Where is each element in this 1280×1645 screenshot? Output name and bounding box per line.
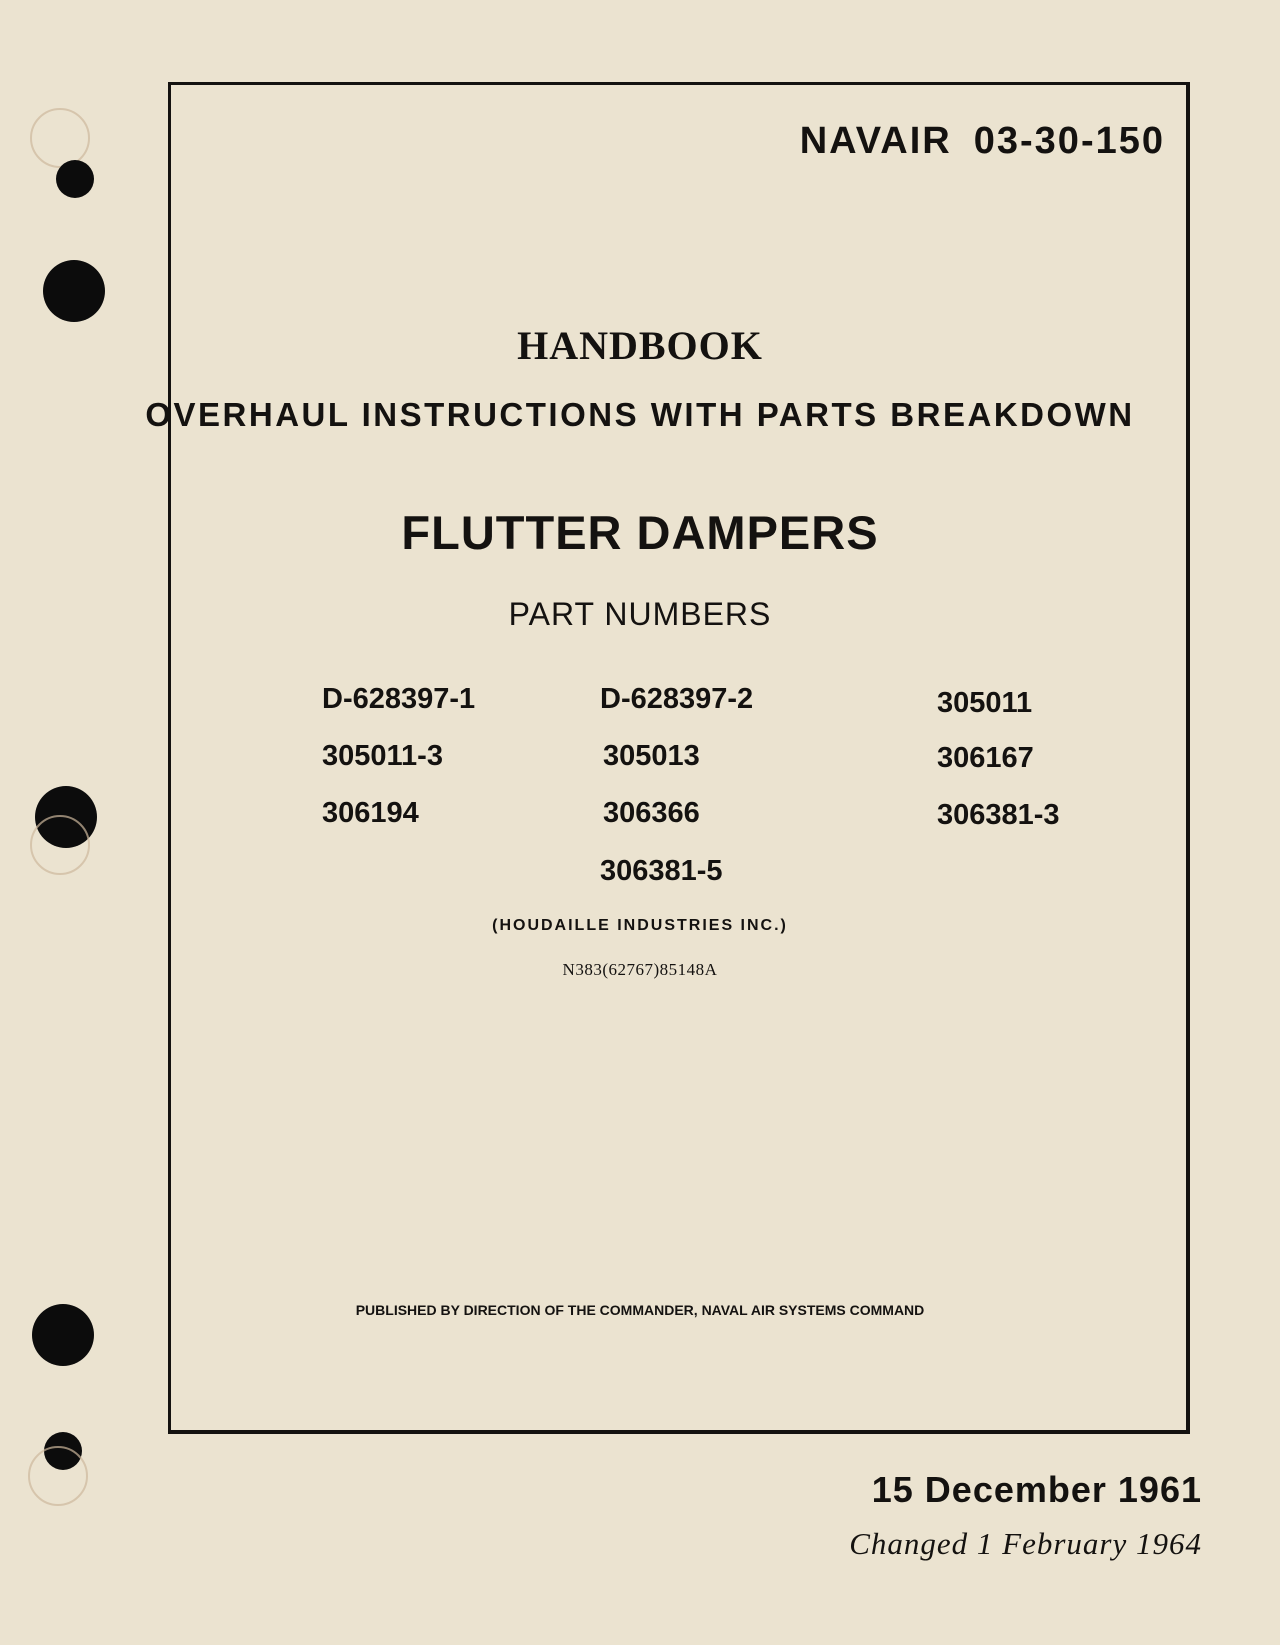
handbook-title: HANDBOOK — [517, 323, 763, 368]
part-number: 306194 — [322, 797, 419, 829]
part-number: D-628397-2 — [600, 683, 754, 715]
punch-hole-ring — [30, 108, 90, 168]
part-number: D-628397-1 — [322, 683, 476, 715]
punch-hole-ring — [30, 815, 90, 875]
product-title: FLUTTER DAMPERS — [401, 506, 879, 559]
part-number: 306381-3 — [937, 799, 1060, 831]
punch-hole-ring — [28, 1446, 88, 1506]
supply-code: N383(62767)85148A — [562, 960, 718, 979]
part-numbers-heading: PART NUMBERS — [508, 596, 772, 632]
punch-hole — [43, 260, 105, 322]
publisher-line: PUBLISHED BY DIRECTION OF THE COMMANDER, NAVAL AIR SYSTEMS COMMAND — [355, 1302, 925, 1318]
part-number: 305011-3 — [322, 740, 443, 772]
manufacturer: (HOUDAILLE INDUSTRIES INC.) — [492, 917, 788, 934]
document-code: 03-30-150 — [973, 120, 1165, 162]
punch-hole — [56, 160, 94, 198]
part-number: 306366 — [603, 797, 700, 829]
change-date: Changed 1 February 1964 — [849, 1526, 1202, 1561]
handbook-subtitle: OVERHAUL INSTRUCTIONS WITH PARTS BREAKDOWN — [145, 396, 1135, 433]
part-number: 305013 — [603, 740, 700, 772]
part-number: 306167 — [937, 742, 1034, 774]
document-number — [800, 120, 1165, 163]
document-prefix: NAVAIR — [799, 120, 952, 162]
issue-date: 15 December 1961 — [871, 1469, 1202, 1510]
part-number: 306381-5 — [600, 855, 723, 887]
part-number: 305011 — [937, 687, 1033, 719]
